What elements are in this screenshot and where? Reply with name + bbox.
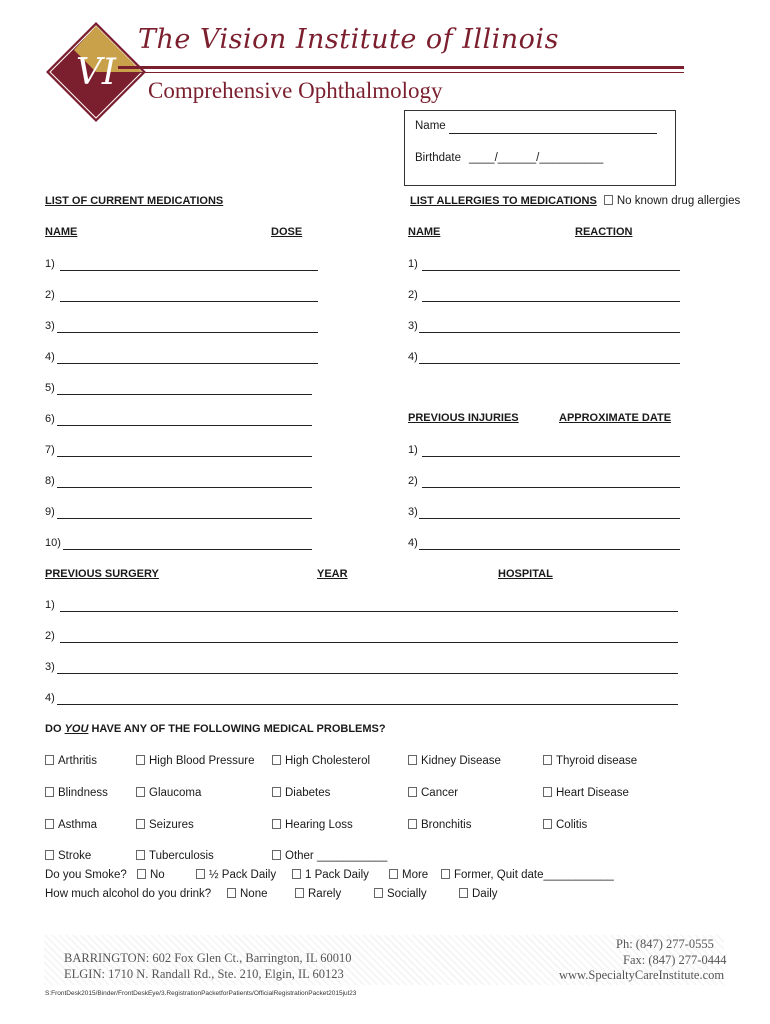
surgery-row-line[interactable] — [60, 611, 678, 612]
surgery-row-line[interactable] — [60, 642, 678, 643]
checkbox — [45, 787, 54, 797]
surgery-year-col: YEAR — [317, 568, 348, 580]
name-field[interactable] — [449, 133, 657, 134]
surgery-heading: PREVIOUS SURGERY — [45, 568, 159, 580]
checkbox — [272, 755, 281, 765]
logo-monogram: VI — [75, 52, 117, 93]
injury-row-num: 3) — [408, 506, 418, 518]
alcohol-option-socially[interactable]: Socially — [374, 888, 427, 900]
med-row-line[interactable] — [57, 425, 312, 426]
problem-option[interactable]: Other ___________ — [272, 850, 387, 862]
header-rule-bottom — [118, 72, 684, 73]
problem-option[interactable]: Seizures — [136, 819, 194, 831]
surgery-row-num: 1) — [45, 599, 55, 611]
checkbox — [272, 850, 281, 860]
med-name-col: NAME — [45, 226, 78, 238]
checkbox — [408, 787, 417, 797]
alcohol-option-rarely[interactable]: Rarely — [295, 888, 341, 900]
med-row-line[interactable] — [57, 394, 312, 395]
alcohol-option-none[interactable]: None — [227, 888, 268, 900]
allergies-heading-row — [410, 195, 740, 207]
problem-option[interactable]: Cancer — [408, 787, 458, 799]
surgery-row-num: 3) — [45, 661, 55, 673]
checkbox — [408, 819, 417, 829]
med-row-num: 2) — [45, 289, 55, 301]
med-row-line[interactable] — [60, 270, 318, 271]
med-row-num: 5) — [45, 382, 55, 394]
med-row-line[interactable] — [60, 301, 318, 302]
med-dose-col: DOSE — [271, 226, 303, 238]
med-row-num: 6) — [45, 413, 55, 425]
checkbox — [272, 787, 281, 797]
med-row-num: 3) — [45, 320, 55, 332]
problem-option[interactable]: High Blood Pressure — [136, 755, 254, 767]
problem-option[interactable]: Bronchitis — [408, 819, 472, 831]
alcohol-question: How much alcohol do you drink? — [45, 888, 212, 900]
checkbox — [543, 819, 552, 829]
allergy-row-num: 4) — [408, 351, 418, 363]
problem-option[interactable]: Diabetes — [272, 787, 330, 799]
allergy-row-num: 2) — [408, 289, 418, 301]
problem-option[interactable]: Arthritis — [45, 755, 97, 767]
injury-row-line[interactable] — [422, 487, 680, 488]
med-row-line[interactable] — [57, 456, 312, 457]
checkbox — [136, 850, 145, 860]
clinic-title: The Vision Institute of Illinois — [138, 24, 559, 55]
birthdate-label: Birthdate — [415, 152, 462, 164]
med-row-line[interactable] — [57, 332, 318, 333]
allergy-row-num: 1) — [408, 258, 418, 270]
checkbox — [45, 755, 54, 765]
checkbox — [543, 787, 552, 797]
allergy-name-col: NAME — [408, 226, 441, 238]
problems-heading: DO YOU HAVE ANY OF THE FOLLOWING MEDICAL PROBLEMS? — [45, 723, 386, 735]
problem-option[interactable]: Kidney Disease — [408, 755, 501, 767]
injury-row-num: 1) — [408, 444, 418, 456]
surgery-row-line[interactable] — [57, 673, 678, 674]
med-row-num: 1) — [45, 258, 55, 270]
med-row-num: 7) — [45, 444, 55, 456]
injury-row-line[interactable] — [422, 456, 680, 457]
checkbox — [136, 787, 145, 797]
smoke-option-former[interactable]: Former, Quit date___________ — [441, 869, 614, 881]
problem-option[interactable]: Glaucoma — [136, 787, 201, 799]
problem-option[interactable]: Asthma — [45, 819, 97, 831]
injury-row-line[interactable] — [419, 549, 680, 550]
smoke-question: Do you Smoke? — [45, 869, 127, 881]
checkbox — [408, 755, 417, 765]
problem-option[interactable]: Stroke — [45, 850, 91, 862]
problem-option[interactable]: Blindness — [45, 787, 108, 799]
surgery-hospital-col: HOSPITAL — [498, 568, 553, 580]
med-row-num: 9) — [45, 506, 55, 518]
med-row-num: 8) — [45, 475, 55, 487]
header-rule-top — [118, 66, 684, 69]
med-row-line[interactable] — [57, 518, 312, 519]
smoke-option-no[interactable]: No — [137, 869, 165, 881]
allergy-row-line[interactable] — [422, 301, 680, 302]
med-row-line[interactable] — [57, 487, 312, 488]
birthdate-field[interactable]: ____/______/__________ — [469, 152, 604, 164]
allergy-row-num: 3) — [408, 320, 418, 332]
injury-row-num: 2) — [408, 475, 418, 487]
surgery-row-num: 4) — [45, 692, 55, 704]
problem-option[interactable]: High Cholesterol — [272, 755, 370, 767]
footer-website: www.SpecialtyCareInstitute.com — [559, 968, 725, 982]
allergy-row-line[interactable] — [419, 363, 680, 364]
med-row-num: 10) — [45, 537, 61, 549]
file-path: S:FrontDesk2015/Binder/FrontDeskEye/3.RegistrationPacketforPatients/OfficialRegistrationPacket2015jul23 — [45, 990, 357, 997]
problem-option[interactable]: Colitis — [543, 819, 587, 831]
med-row-num: 4) — [45, 351, 55, 363]
checkbox — [136, 819, 145, 829]
injury-row-num: 4) — [408, 537, 418, 549]
checkbox — [45, 850, 54, 860]
injuries-date-col: APPROXIMATE DATE — [559, 412, 672, 424]
problem-option[interactable]: Heart Disease — [543, 787, 629, 799]
footer-phone: Ph: (847) 277-0555 — [616, 937, 714, 951]
allergies-heading: LIST ALLERGIES TO MEDICATIONS — [410, 195, 597, 207]
name-label: Name — [415, 120, 446, 132]
patient-info-box — [404, 110, 676, 186]
smoke-option-more[interactable]: More — [389, 869, 428, 881]
allergy-row-line[interactable] — [419, 332, 680, 333]
surgery-row-line[interactable] — [57, 704, 678, 705]
footer-fax: Fax: (847) 277-0444 — [623, 953, 727, 967]
injury-row-line[interactable] — [419, 518, 680, 519]
no-allergies-checkbox[interactable] — [604, 195, 613, 205]
footer-elgin: ELGIN: 1710 N. Randall Rd., Ste. 210, Elgin, IL 60123 — [64, 967, 344, 981]
checkbox — [272, 819, 281, 829]
injuries-heading: PREVIOUS INJURIES — [408, 412, 519, 424]
med-row-line[interactable] — [63, 549, 312, 550]
clinic-subtitle: Comprehensive Ophthalmology — [148, 78, 443, 103]
problem-option[interactable]: Hearing Loss — [272, 819, 353, 831]
problem-option[interactable]: Thyroid disease — [543, 755, 637, 767]
checkbox — [543, 755, 552, 765]
footer-barrington: BARRINGTON: 602 Fox Glen Ct., Barrington, IL 60010 — [64, 951, 352, 965]
allergy-row-line[interactable] — [422, 270, 680, 271]
checkbox — [45, 819, 54, 829]
no-allergies-label: No known drug allergies — [616, 195, 741, 207]
surgery-row-num: 2) — [45, 630, 55, 642]
smoke-option-half-pack[interactable]: ½ Pack Daily — [196, 869, 276, 881]
checkbox — [136, 755, 145, 765]
smoke-option-one-pack[interactable]: 1 Pack Daily — [292, 869, 369, 881]
problem-option[interactable]: Tuberculosis — [136, 850, 214, 862]
medications-heading: LIST OF CURRENT MEDICATIONS — [45, 195, 224, 207]
med-row-line[interactable] — [57, 363, 318, 364]
allergy-reaction-col: REACTION — [575, 226, 633, 238]
alcohol-option-daily[interactable]: Daily — [459, 888, 498, 900]
